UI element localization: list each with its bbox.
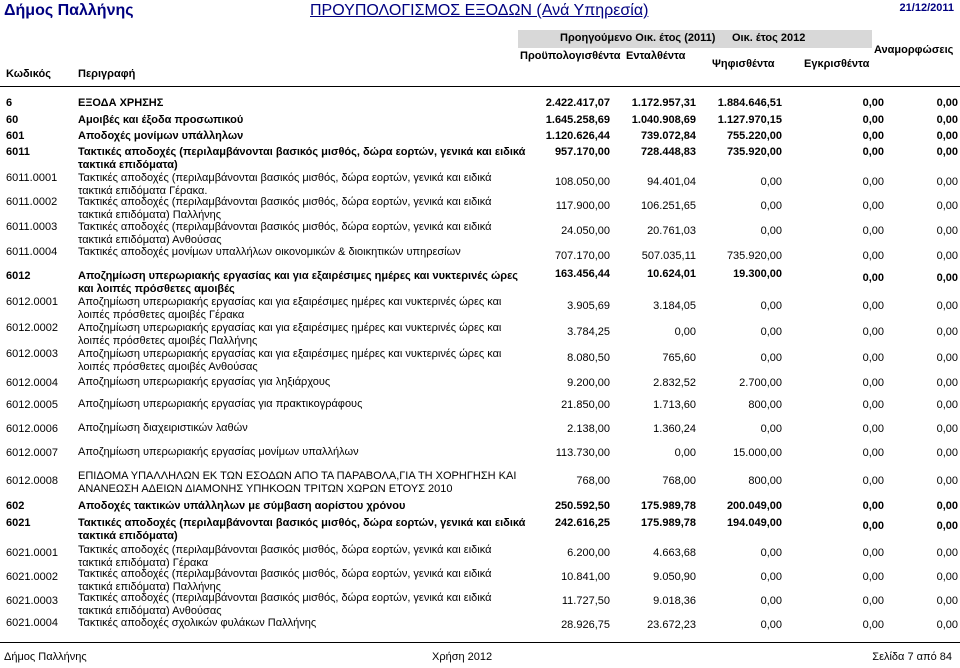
row-budgeted: 21.850,00 [561,399,610,411]
row-voted: 735.920,00 [726,146,782,158]
row-description: Αποζημίωση υπερωριακής εργασίας μονίμων υπαλλήλων [78,446,359,458]
footer-municipality: Δήμος Παλλήνης [4,651,87,663]
row-description: Τακτικές αποδοχές σχολικών φυλάκων Παλλήνης [78,617,317,629]
row-budgeted: 24.050,00 [561,225,610,237]
row-budgeted: 242.616,25 [554,517,610,529]
row-budgeted: 1.645.258,69 [545,114,610,126]
row-description: Τακτικές αποδοχές μονίμων υπαλλήλων οικονομικών & διοικητικών υπηρεσίων [78,246,461,258]
row-amendments: 0,00 [936,399,958,411]
row-approved: 0,00 [862,176,884,188]
municipality-name: Δήμος Παλλήνης [4,2,134,19]
row-amendments: 0,00 [936,595,958,607]
row-approved: 0,00 [862,520,884,532]
row-voted: 0,00 [760,176,782,188]
row-amendments: 0,00 [936,114,958,126]
row-description: Τακτικές αποδοχές (περιλαμβάνονται βασικός μισθός, δώρα εορτών, γενικά και ειδικά τακτικά επιδόματα) [78,517,526,542]
row-ordered: 1.360,24 [653,423,696,435]
row-approved: 0,00 [862,423,884,435]
curr-year-header: Οικ. έτος 2012 [732,32,806,44]
row-code: 6012.0007 [6,447,58,459]
row-amendments: 0,00 [936,272,958,284]
row-budgeted: 117.900,00 [555,200,610,212]
row-code: 602 [6,500,25,512]
row-code: 6021.0004 [6,617,58,629]
row-description: Αποζημίωση υπερωριακής εργασίας και για εξαιρέσιμες ημέρες και νυκτερινές ώρες και λοιπές πρόσθετες αμοιβές Παλλήνης [78,322,502,347]
row-description: Τακτικές αποδοχές (περιλαμβάνονται βασικός μισθός, δώρα εορτών, γενικά και ειδικά τακτικά επιδόματα) Γέρακα [78,544,492,569]
row-approved: 0,00 [862,130,884,142]
row-code: 6012.0006 [6,423,58,435]
row-approved: 0,00 [862,326,884,338]
row-description: ΕΞΟΔΑ ΧΡΗΣΗΣ [78,97,164,109]
row-description: Αποζημίωση υπερωριακής εργασίας για ληξιάρχους [78,376,331,388]
row-code: 60 [6,114,19,126]
row-budgeted: 707.170,00 [554,250,610,262]
row-ordered: 4.663,68 [653,547,696,559]
row-ordered: 94.401,04 [647,176,696,188]
row-amendments: 0,00 [936,520,958,532]
row-approved: 0,00 [862,97,884,109]
row-amendments: 0,00 [936,300,958,312]
row-budgeted: 1.120.626,44 [545,130,610,142]
row-voted: 0,00 [760,619,782,631]
row-amendments: 0,00 [936,146,958,158]
row-voted: 0,00 [760,547,782,559]
row-ordered: 728.448,83 [640,146,696,158]
row-ordered: 768,00 [662,475,696,487]
row-approved: 0,00 [862,250,884,262]
row-description: Αποζημίωση υπερωριακής εργασίας για πρακτικογράφους [78,398,363,410]
row-code: 6012 [6,270,31,282]
row-code: 6011.0003 [6,221,58,233]
row-voted: 15.000,00 [733,447,782,459]
voted-header: Ψηφισθέντα [712,58,775,70]
row-voted: 1.127.970,15 [717,114,782,126]
row-description: Τακτικές αποδοχές (περιλαμβάνονται βασικός μισθός, δώρα εορτών, γενικά και ειδικά τακτικά επιδόματα) Ανθούσας [78,221,492,246]
row-code: 6012.0001 [6,296,58,308]
row-ordered: 9.018,36 [653,595,696,607]
row-budgeted: 3.784,25 [567,326,610,338]
row-amendments: 0,00 [936,130,958,142]
row-voted: 0,00 [760,595,782,607]
row-description: Αποζημίωση υπερωριακής εργασίας και για εξαιρέσιμες ημέρες και νυκτερινές ώρες και λοιπές πρόσθετες αμοιβές [78,270,519,295]
row-code: 6012.0005 [6,399,58,411]
row-amendments: 0,00 [936,500,958,512]
row-budgeted: 10.841,00 [561,571,610,583]
row-approved: 0,00 [862,595,884,607]
row-code: 6011.0004 [6,246,58,258]
row-approved: 0,00 [862,547,884,559]
row-approved: 0,00 [862,399,884,411]
row-voted: 0,00 [760,326,782,338]
row-budgeted: 768,00 [576,475,610,487]
row-amendments: 0,00 [936,225,958,237]
row-approved: 0,00 [862,146,884,158]
row-description: Τακτικές αποδοχές (περιλαμβάνονται βασικός μισθός, δώρα εορτών, γενικά και ειδικά τακτικά επιδόματα Γέρακα. [78,172,492,197]
footer-fiscal-year: Χρήση 2012 [432,651,493,663]
row-voted: 800,00 [748,475,782,487]
row-voted: 194.049,00 [726,517,782,529]
row-amendments: 0,00 [936,571,958,583]
row-description: Αποδοχές μονίμων υπάλληλων [78,130,244,142]
row-amendments: 0,00 [936,250,958,262]
row-amendments: 0,00 [936,547,958,559]
row-ordered: 739.072,84 [640,130,696,142]
row-voted: 735.920,00 [726,250,782,262]
row-code: 6012.0003 [6,348,58,360]
row-description: Αμοιβές και έξοδα προσωπικού [78,114,244,126]
row-budgeted: 9.200,00 [567,377,610,389]
row-code: 6 [6,97,13,109]
row-ordered: 10.624,01 [647,268,696,280]
row-approved: 0,00 [862,447,884,459]
row-amendments: 0,00 [936,475,958,487]
row-budgeted: 163.456,44 [554,268,610,280]
row-ordered: 106.251,65 [640,200,696,212]
row-approved: 0,00 [862,272,884,284]
row-voted: 200.049,00 [726,500,782,512]
row-budgeted: 6.200,00 [567,547,610,559]
row-budgeted: 2.422.417,07 [545,97,610,109]
row-ordered: 507.035,11 [641,250,696,262]
row-amendments: 0,00 [936,97,958,109]
row-code: 6021.0003 [6,595,58,607]
row-code: 6011 [6,146,30,158]
row-amendments: 0,00 [936,377,958,389]
row-budgeted: 250.592,50 [554,500,610,512]
row-description: Τακτικές αποδοχές (περιλαμβάνονται βασικός μισθός, δώρα εορτών, γενικά και ειδικά τακτικά επιδόματα) [78,146,526,171]
row-ordered: 1.172.957,31 [631,97,696,109]
row-code: 6012.0002 [6,322,58,334]
row-description: Αποζημίωση διαχειριστικών λαθών [78,422,248,434]
row-description: Αποδοχές τακτικών υπάλληλων με σύμβαση αορίστου χρόνου [78,500,406,512]
row-voted: 0,00 [760,300,782,312]
row-voted: 2.700,00 [739,377,782,389]
row-amendments: 0,00 [936,423,958,435]
approved-header: Εγκρισθέντα [804,58,870,70]
row-approved: 0,00 [862,114,884,126]
prev-year-header: Προηγούμενο Οικ. έτος (2011) [560,32,716,44]
row-approved: 0,00 [862,571,884,583]
row-budgeted: 28.926,75 [561,619,610,631]
row-code: 6011.0001 [6,172,58,184]
row-code: 6021.0002 [6,571,58,583]
amendments-header: Αναμορφώσεις [874,44,954,56]
row-ordered: 23.672,23 [647,619,696,631]
row-code: 6012.0008 [6,475,58,487]
header-divider [0,86,960,87]
print-date: 21/12/2011 [899,2,954,14]
row-ordered: 765,60 [662,352,696,364]
row-voted: 0,00 [760,200,782,212]
row-voted: 19.300,00 [733,268,782,280]
budgeted-header: Προϋπολογισθέντα [520,50,621,62]
row-ordered: 1.713,60 [653,399,696,411]
row-code: 601 [6,130,25,142]
row-ordered: 0,00 [674,326,696,338]
footer-page-number: Σελίδα 7 από 84 [872,651,952,663]
row-code: 6012.0004 [6,377,58,389]
row-amendments: 0,00 [936,619,958,631]
row-code: 6011.0002 [6,196,58,208]
row-amendments: 0,00 [936,326,958,338]
row-budgeted: 113.730,00 [555,447,610,459]
row-description: ΕΠΙΔΟΜΑ ΥΠΑΛΛΗΛΩΝ ΕΚ ΤΩΝ ΕΣΟΔΩΝ ΑΠΟ ΤΑ ΠΑΡΑΒΟΛΑ,ΓΙΑ ΤΗ ΧΟΡΗΓΗΣΗ ΚΑΙ ΑΝΑΝΕΩΣΗ ΑΔΕΙΩΝ ΔΙΑΜΟΝΗΣ ΥΠΗΚΟΩΝ ΤΡΙΤΩΝ ΧΩΡΩΝ ΕΤΟΥΣ 2010 [78,470,517,495]
row-amendments: 0,00 [936,447,958,459]
report-title: ΠΡΟΥΠΟΛΟΓΙΣΜΟΣ ΕΞΟΔΩΝ (Ανά Υπηρεσία) [310,2,649,19]
row-voted: 800,00 [748,399,782,411]
row-voted: 0,00 [760,571,782,583]
row-ordered: 3.184,05 [653,300,696,312]
ordered-header: Ενταλθέντα [626,50,686,62]
row-ordered: 20.761,03 [647,225,696,237]
row-approved: 0,00 [862,377,884,389]
row-amendments: 0,00 [936,352,958,364]
row-ordered: 2.832,52 [653,377,696,389]
row-budgeted: 8.080,50 [567,352,610,364]
row-voted: 755.220,00 [726,130,782,142]
row-approved: 0,00 [862,200,884,212]
row-voted: 0,00 [760,423,782,435]
row-amendments: 0,00 [936,200,958,212]
row-amendments: 0,00 [936,176,958,188]
page-footer [0,642,960,665]
row-approved: 0,00 [862,619,884,631]
row-budgeted: 11.727,50 [561,595,610,607]
row-description: Τακτικές αποδοχές (περιλαμβάνονται βασικός μισθός, δώρα εορτών, γενικά και ειδικά τακτικά επιδόματα) Ανθούσας [78,592,492,617]
row-ordered: 175.989,78 [640,500,696,512]
row-approved: 0,00 [862,475,884,487]
row-description: Τακτικές αποδοχές (περιλαμβάνονται βασικός μισθός, δώρα εορτών, γενικά και ειδικά τακτικά επιδόματα) Παλλήνης [78,568,492,593]
row-voted: 0,00 [760,225,782,237]
row-description: Αποζημίωση υπερωριακής εργασίας και για εξαιρέσιμες ημέρες και νυκτερινές ώρες και λοιπές πρόσθετες αμοιβές Ανθούσας [78,348,502,373]
row-code: 6021 [6,517,31,529]
row-code: 6021.0001 [6,547,58,559]
row-description: Τακτικές αποδοχές (περιλαμβάνονται βασικός μισθός, δώρα εορτών, γενικά και ειδικά τακτικά επιδόματα) Παλλήνης [78,196,492,221]
row-approved: 0,00 [862,352,884,364]
row-approved: 0,00 [862,300,884,312]
row-voted: 0,00 [760,352,782,364]
description-header: Περιγραφή [78,68,136,80]
row-ordered: 9.050,90 [653,571,696,583]
row-voted: 1.884.646,51 [717,97,782,109]
row-ordered: 0,00 [674,447,696,459]
row-approved: 0,00 [862,225,884,237]
row-budgeted: 108.050,00 [554,176,610,188]
column-headers [0,26,960,84]
row-budgeted: 3.905,69 [567,300,610,312]
row-description: Αποζημίωση υπερωριακής εργασίας και για εξαιρέσιμες ημέρες και νυκτερινές ώρες και λοιπές πρόσθετες αμοιβές Γέρακα [78,296,502,321]
row-budgeted: 957.170,00 [554,146,610,158]
row-approved: 0,00 [862,500,884,512]
code-header: Κωδικός [6,68,51,80]
row-ordered: 175.989,78 [640,517,696,529]
row-ordered: 1.040.908,69 [631,114,696,126]
row-budgeted: 2.138,00 [567,423,610,435]
